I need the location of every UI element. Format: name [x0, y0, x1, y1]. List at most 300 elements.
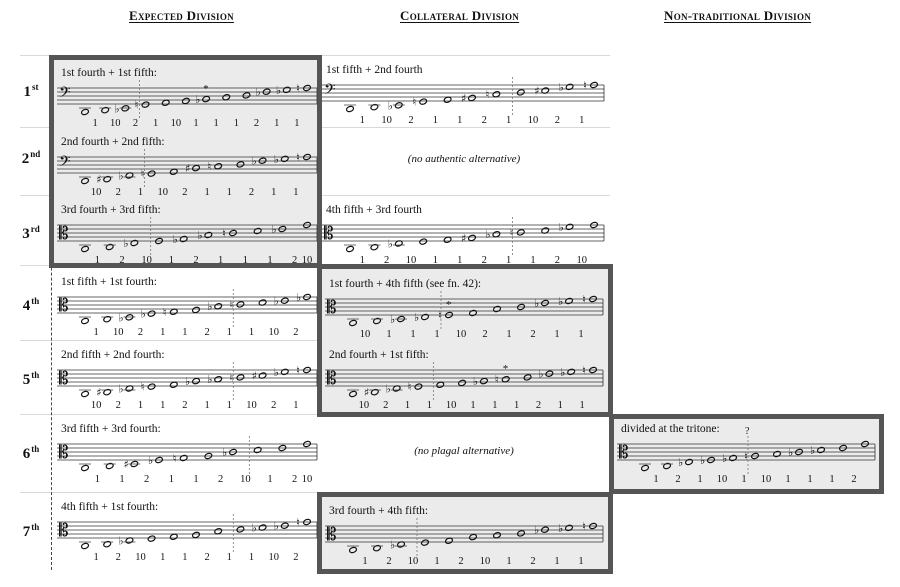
note-head	[281, 368, 289, 375]
step-number: 2	[218, 474, 224, 485]
step-number: 1	[359, 115, 365, 126]
accidental-icon: ♯	[461, 91, 467, 105]
step-number: 2	[119, 255, 125, 266]
note-head	[493, 305, 501, 312]
note-head	[81, 108, 89, 115]
note-head	[147, 170, 155, 177]
step-number: 2	[408, 115, 414, 126]
accidental-icon: ♯	[96, 386, 102, 400]
accidental-icon: ♭	[558, 521, 564, 535]
accidental-icon: ♭	[118, 534, 124, 548]
note-head	[469, 533, 477, 540]
accidental-icon: ♮	[134, 98, 139, 112]
step-number: 1	[359, 255, 365, 266]
scale-caption: 1st fifth + 1st fourth:	[61, 276, 157, 288]
step-number: 2	[182, 400, 188, 411]
step-number: 1	[293, 400, 299, 411]
step-number: 1	[204, 400, 210, 411]
alto-clef-icon: 𝄡	[59, 521, 69, 541]
step-number: 1	[293, 187, 299, 198]
step-number: 1	[785, 474, 791, 485]
note-head	[192, 164, 200, 171]
note-head	[147, 383, 155, 390]
alto-clef-icon: 𝄡	[59, 369, 69, 389]
step-number: 10	[157, 187, 168, 198]
step-number: 1	[193, 118, 199, 129]
row-label-5: 5th	[22, 370, 40, 388]
accidental-icon: ♭	[251, 154, 257, 168]
accidental-icon: ♮	[582, 520, 586, 533]
scale-caption: 3rd fourth + 4th fifth:	[329, 505, 429, 517]
note-head	[565, 223, 573, 230]
row-label-7: 7th	[22, 522, 40, 540]
step-number: 1	[182, 552, 188, 563]
note-head	[349, 546, 357, 553]
step-number: 1	[137, 187, 144, 198]
alto-clef-icon: 𝄡	[327, 298, 337, 318]
note-head	[346, 245, 354, 252]
step-number: 1	[578, 556, 584, 567]
accidental-icon: ♭	[788, 446, 794, 459]
no-alternative-note: (no authentic alternative)	[407, 153, 521, 165]
alto-clef-icon: 𝄡	[324, 224, 334, 244]
note-head	[81, 464, 89, 471]
accidental-icon: ♭	[197, 229, 203, 242]
note-head	[421, 313, 429, 320]
step-number: 1	[153, 118, 159, 129]
step-number: 10	[240, 474, 251, 485]
note-head	[192, 306, 200, 313]
step-number: 1	[578, 329, 584, 340]
step-number: 2	[271, 400, 277, 411]
step-number: 1	[160, 400, 166, 411]
accidental-icon: ♭	[114, 102, 120, 116]
step-number: 1	[807, 474, 813, 485]
scale-caption: 1st fifth + 2nd fourth	[326, 64, 423, 76]
note-head	[517, 229, 525, 236]
step-number: 2	[458, 556, 464, 567]
accidental-icon: ♯	[185, 162, 191, 176]
accidental-icon: ♮	[296, 516, 300, 529]
note-head	[349, 390, 357, 397]
note-head	[523, 374, 531, 381]
step-number: 1	[404, 400, 411, 411]
step-number: 1	[137, 400, 144, 411]
step-number: 1	[92, 118, 98, 129]
cell-nontraditional-6	[613, 414, 881, 490]
step-number: 1	[267, 474, 273, 485]
note-head	[567, 368, 575, 375]
accidental-icon: ♭	[534, 523, 540, 537]
accidental-icon: ♭	[255, 85, 261, 99]
step-number: 1	[226, 400, 232, 411]
note-head	[469, 309, 477, 316]
accidental-icon: ♭	[207, 300, 213, 314]
note-head	[373, 545, 381, 552]
step-number: 10	[358, 400, 370, 411]
note-head	[517, 89, 525, 96]
step-number: 1	[434, 329, 440, 340]
note-head	[192, 377, 200, 384]
step-number: 1	[697, 474, 703, 485]
header-nontraditional-division: Non-traditional Division	[664, 8, 812, 23]
step-number: 1	[554, 556, 560, 567]
step-number: 2	[253, 118, 260, 129]
note-head	[414, 383, 422, 390]
header-expected-division: Expected Division	[129, 8, 234, 23]
note-head	[179, 235, 187, 242]
accidental-icon: ♭	[123, 237, 129, 250]
note-head	[565, 297, 573, 304]
scale-caption: 2nd fourth + 1st fifth:	[329, 349, 429, 361]
cell-expected-1	[53, 58, 323, 128]
accidental-icon: ♮	[296, 364, 300, 377]
accidental-icon: ♭	[485, 228, 491, 242]
accidental-icon: ♭	[118, 382, 124, 396]
scale-caption: 2nd fourth + 2nd fifth:	[61, 136, 165, 148]
alto-clef-icon: 𝄡	[327, 369, 337, 389]
music-staff	[53, 195, 323, 265]
alto-clef-icon: 𝄡	[619, 443, 629, 463]
step-number: 2	[132, 118, 139, 129]
accidental-icon: ♭	[678, 456, 684, 469]
step-number: 2	[675, 474, 681, 485]
note-head	[192, 531, 200, 538]
step-number: 1	[168, 255, 174, 266]
step-number: 1	[457, 255, 463, 266]
note-head	[565, 83, 573, 90]
step-number: 1	[434, 556, 440, 567]
step-number: 2	[182, 187, 188, 198]
note-head	[419, 98, 427, 105]
step-number: 10	[268, 327, 279, 338]
accidental-icon: ♮	[222, 227, 226, 240]
accidental-icon: ♭	[207, 373, 213, 387]
accidental-icon: ♭	[538, 367, 544, 381]
accidental-icon: ♭	[390, 538, 396, 552]
accidental-icon: ♭	[296, 291, 302, 304]
step-number: 2	[115, 552, 121, 563]
step-number: 10	[110, 118, 121, 129]
accidental-icon: ♭	[560, 365, 566, 379]
step-number: 1	[432, 255, 439, 266]
note-head	[281, 155, 289, 162]
note-head	[370, 244, 378, 251]
note-head	[346, 105, 354, 112]
step-number: 10	[90, 400, 102, 411]
step-number: 10	[90, 187, 102, 198]
step-number: 1	[226, 327, 232, 338]
note-head	[81, 542, 89, 549]
accidental-icon: ♮	[494, 373, 499, 387]
accidental-icon: ♮	[172, 452, 177, 465]
step-number: 10	[246, 400, 257, 411]
accidental-icon: ♭	[558, 295, 564, 308]
step-number: 1	[204, 187, 210, 198]
step-number: 2	[481, 255, 487, 266]
accidental-icon: ♭	[185, 375, 191, 389]
accidental-icon: ♮	[509, 226, 514, 240]
cell-expected-6	[53, 414, 323, 492]
step-number: 1	[218, 255, 224, 266]
step-number: 2	[193, 255, 199, 266]
step-number: 1	[492, 400, 498, 411]
note-head	[204, 231, 212, 238]
accidental-icon: ♯	[534, 84, 540, 98]
accidental-icon: ♭	[118, 169, 124, 183]
step-number: 1	[160, 327, 166, 338]
step-number: 2	[383, 255, 390, 266]
note-head	[663, 462, 671, 469]
step-number: 1	[653, 474, 659, 485]
note-head	[81, 177, 89, 184]
note-head	[81, 245, 89, 252]
step-number: 10	[445, 400, 457, 411]
question-mark: ?	[745, 426, 750, 437]
step-number: 1	[160, 552, 166, 563]
step-number: 1	[386, 329, 392, 340]
step-number: 10	[268, 552, 279, 563]
step-number: 2	[248, 187, 255, 198]
accidental-icon: ♭	[140, 307, 146, 321]
step-number: 2	[530, 556, 536, 567]
scale-caption: 4th fifth + 3rd fourth	[326, 204, 422, 216]
accidental-icon: ♭	[273, 152, 280, 166]
note-head	[468, 94, 476, 101]
step-number: 2	[383, 400, 389, 411]
cell-collateral-6	[318, 414, 610, 492]
header-collateral-division: Collateral Division	[400, 8, 520, 23]
accidental-icon: ♮	[229, 371, 234, 385]
note-head	[103, 541, 111, 548]
step-number: 10	[301, 255, 313, 266]
step-number: 10	[760, 474, 772, 485]
step-number: 1	[271, 187, 277, 198]
step-number: 10	[135, 552, 146, 563]
note-head	[147, 535, 155, 542]
accidental-icon: ♭	[273, 294, 280, 308]
step-number: 10	[455, 329, 467, 340]
accidental-icon: ♭	[387, 237, 394, 251]
step-number: 1	[119, 474, 125, 485]
scale-caption: 3rd fifth + 3rd fourth:	[61, 423, 161, 435]
note-head	[253, 227, 261, 234]
note-head	[105, 243, 113, 250]
accidental-icon: ♭	[148, 454, 154, 467]
accidental-icon: ♮	[229, 298, 234, 312]
asterisk-mark: *	[446, 299, 452, 311]
accidental-icon: ♮	[162, 305, 167, 319]
alto-clef-icon: 𝄡	[59, 224, 69, 244]
step-number: 1	[470, 400, 476, 411]
step-number: 1	[579, 400, 585, 411]
step-number: 10	[113, 327, 124, 338]
accidental-icon: ♯	[363, 386, 370, 400]
accidental-icon: ♭	[722, 452, 728, 465]
bass-clef-icon: 𝄢	[59, 153, 71, 174]
note-head	[468, 234, 476, 241]
alto-clef-icon: 𝄡	[59, 443, 69, 463]
accidental-icon: ♮	[140, 167, 145, 181]
note-head	[685, 458, 693, 465]
note-head	[202, 95, 210, 102]
note-head	[729, 454, 737, 461]
accidental-icon: ♮	[744, 450, 748, 463]
accidental-icon: ♯	[96, 173, 102, 187]
note-head	[419, 238, 427, 245]
step-number: 2	[293, 327, 299, 338]
scale-caption: 1st fourth + 4th fifth (see fn. 42):	[329, 278, 482, 290]
note-head	[101, 107, 109, 114]
cell-collateral-7	[321, 496, 609, 570]
note-head	[421, 539, 429, 546]
accidental-icon: ♭	[414, 311, 420, 324]
step-number: 1	[94, 255, 100, 266]
accidental-icon: ♭	[558, 80, 564, 94]
step-number: 10	[407, 556, 419, 567]
accidental-icon: ♮	[296, 82, 300, 95]
step-number: 1	[426, 400, 432, 411]
note-head	[373, 317, 381, 324]
cell-collateral-4	[321, 269, 609, 340]
accidental-icon: ♭	[118, 311, 124, 325]
note-head	[641, 464, 649, 471]
accidental-icon: ♭	[195, 93, 201, 107]
step-number: 10	[359, 329, 371, 340]
accidental-icon: ♯	[461, 231, 467, 245]
note-head	[179, 454, 187, 461]
accidental-icon: ♮	[407, 380, 412, 394]
step-number: 10	[170, 118, 182, 129]
step-number: 2	[292, 255, 298, 266]
scale-caption: divided at the tritone:	[621, 423, 720, 435]
step-number: 1	[557, 400, 563, 411]
accidental-icon: ♯	[251, 369, 257, 383]
note-head	[370, 104, 378, 111]
asterisk-mark: *	[502, 363, 509, 376]
accidental-icon: ♮	[583, 79, 587, 92]
accidental-icon: ♭	[275, 83, 282, 97]
step-number: 10	[716, 474, 728, 485]
step-number: 1	[514, 400, 520, 411]
step-number: 1	[505, 115, 512, 126]
step-number: 1	[248, 552, 255, 563]
note-head	[236, 374, 244, 381]
accidental-icon: ♮	[412, 95, 417, 109]
step-number: 1	[248, 327, 255, 338]
note-head	[349, 319, 357, 326]
note-head	[817, 446, 825, 453]
scale-caption: 1st fourth + 1st fifth:	[61, 67, 157, 79]
row-label-6: 6th	[22, 444, 40, 462]
step-number: 2	[481, 115, 487, 126]
accidental-icon: ♮	[438, 309, 442, 322]
row-label-3: 3rd	[22, 224, 40, 242]
step-number: 1	[554, 329, 560, 340]
note-head	[773, 450, 781, 457]
note-head	[103, 389, 111, 396]
step-number: 2	[137, 327, 144, 338]
note-head	[103, 316, 111, 323]
step-number: 1	[226, 187, 232, 198]
no-alternative-note: (no plagal alternative)	[414, 445, 514, 457]
step-number: 1	[193, 474, 199, 485]
note-head	[81, 390, 89, 397]
bass-clef-icon: 𝄢	[59, 84, 71, 105]
step-number: 1	[829, 474, 835, 485]
accidental-icon: ♭	[700, 454, 706, 467]
step-number: 2	[535, 400, 542, 411]
cell-expected-2	[53, 127, 323, 198]
step-number: 10	[405, 255, 417, 266]
row-label-4: 4th	[22, 296, 40, 314]
note-head	[141, 101, 149, 108]
alto-clef-icon: 𝄡	[59, 296, 69, 316]
accidental-icon: ♮	[582, 293, 586, 306]
note-head	[517, 530, 525, 537]
step-number: 1	[93, 327, 99, 338]
accidental-icon: ♭	[387, 99, 394, 113]
step-number: 10	[527, 115, 539, 126]
step-number: 1	[94, 474, 100, 485]
note-head	[458, 379, 466, 386]
step-number: 1	[410, 329, 416, 340]
step-number: 1	[213, 118, 219, 129]
step-number: 1	[182, 327, 188, 338]
step-number: 1	[294, 118, 300, 129]
row-label-2: 2nd	[21, 149, 41, 167]
asterisk-mark: *	[203, 83, 209, 96]
accidental-icon: ♭	[810, 444, 816, 457]
accidental-icon: ♭	[558, 220, 564, 234]
note-head	[236, 301, 244, 308]
scale-caption: 3rd fourth + 3rd fifth:	[61, 204, 161, 216]
step-number: 2	[482, 329, 488, 340]
step-number: 2	[115, 400, 121, 411]
step-number: 10	[576, 255, 588, 266]
accidental-icon: ♭	[273, 519, 280, 533]
accidental-icon: ♮	[582, 364, 586, 377]
bass-clef-icon: 𝄢	[324, 81, 336, 102]
cell-collateral-3	[318, 195, 610, 265]
row-label-1: 1st	[23, 82, 39, 100]
scale-caption: 2nd fifth + 2nd fourth:	[61, 349, 165, 361]
step-number: 10	[141, 255, 152, 266]
note-head	[253, 446, 261, 453]
step-number: 2	[386, 556, 392, 567]
accidental-icon: ♭	[273, 365, 280, 379]
music-staff	[53, 414, 323, 492]
note-head	[242, 92, 250, 99]
accidental-icon: ♮	[140, 380, 145, 394]
step-number: 1	[362, 556, 368, 567]
step-number: 1	[226, 552, 232, 563]
step-number: 1	[505, 255, 512, 266]
step-number: 2	[530, 329, 536, 340]
note-head	[81, 317, 89, 324]
alto-clef-icon: 𝄡	[327, 525, 337, 545]
accidental-icon: ♭	[271, 223, 277, 236]
accidental-icon: ♮	[296, 151, 300, 164]
note-head	[236, 161, 244, 168]
cell-collateral-2	[318, 127, 610, 195]
note-head	[236, 526, 244, 533]
cell-expected-5	[53, 340, 323, 414]
accidental-icon: ♭	[472, 375, 479, 389]
accidental-icon: ♮	[485, 88, 490, 102]
cell-collateral-5	[321, 340, 609, 412]
step-number: 2	[204, 552, 210, 563]
